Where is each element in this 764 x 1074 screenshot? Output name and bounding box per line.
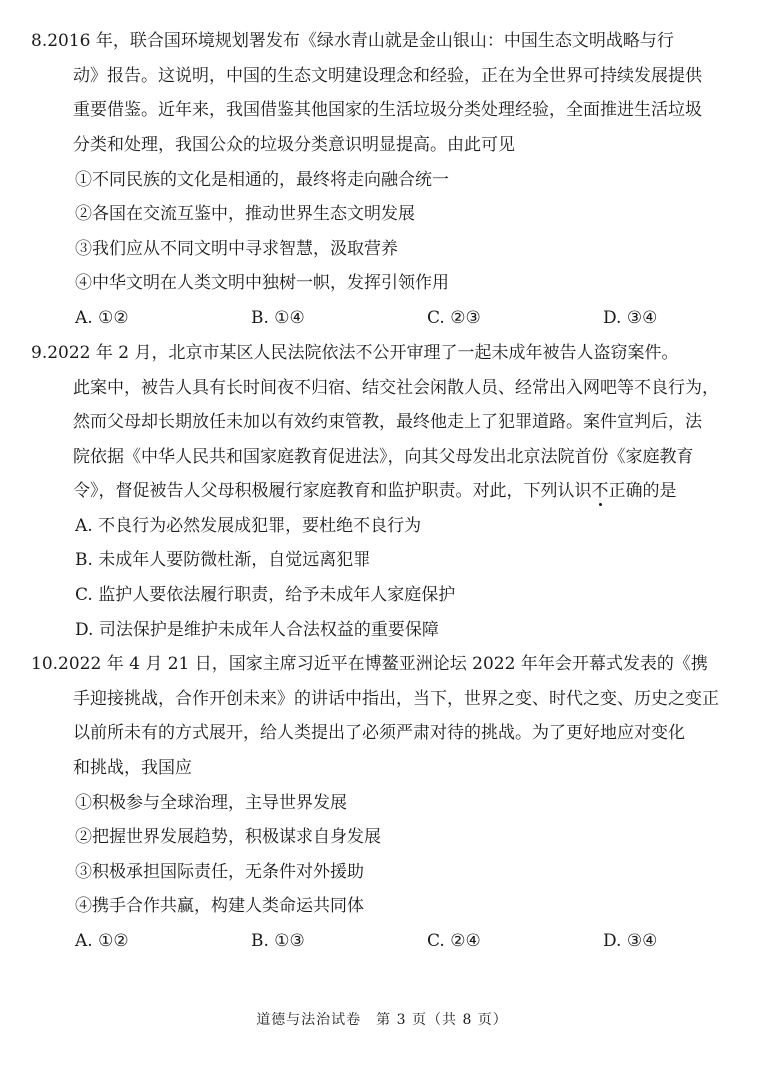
question-9-emphasized-char: 不 [591, 481, 609, 501]
question-8-statement-4: ④中华文明在人类文明中独树一帜，发挥引领作用 [75, 273, 449, 293]
question-8-line-4: 分类和处理，我国公众的垃圾分类意识明显提高。由此可见 [73, 135, 515, 155]
question-9-line-4: 院依据《中华人民共和国家庭教育促进法》，向其父母发出北京法院首份《家庭教育 [73, 447, 694, 467]
question-10-statement-4: ④携手合作共赢，构建人类命运共同体 [75, 896, 364, 916]
question-9-option-d: D. 司法保护是维护未成年人合法权益的重要保障 [75, 620, 439, 640]
question-8-statement-1: ①不同民族的文化是相通的，最终将走向融合统一 [75, 170, 449, 190]
question-8-statement-3: ③我们应从不同文明中寻求智慧，汲取营养 [75, 239, 398, 259]
question-9-line-5-text: 令》，督促被告人父母积极履行家庭教育和监护职责。对此，下列认识 [73, 481, 592, 501]
question-8-choice-d: D. ③④ [603, 308, 658, 328]
question-9-line-2: 此案中，被告人具有长时间夜不归宿、结交社会闲散人员、经常出入网吧等不良行为， [73, 378, 719, 398]
question-8-choice-c: C. ②③ [427, 308, 481, 328]
question-9-line-3: 然而父母却长期放任未加以有效约束管教，最终他走上了犯罪道路。案件宣判后，法 [73, 412, 702, 432]
question-10-choice-c: C. ②④ [427, 931, 481, 951]
question-9-line-1: 9.2022 年 2 月，北京市某区人民法院依法不公开审理了一起未成年被告人盗窃案件。 [31, 343, 679, 363]
question-8-line-2: 动》报告。这说明，中国的生态文明建设理念和经验，正在为全世界可持续发展提供 [73, 66, 702, 86]
page-footer: 道德与法治试卷 第 3 页（共 8 页） [256, 1012, 508, 1028]
question-10-choice-d: D. ③④ [603, 931, 658, 951]
question-10-statement-3: ③积极承担国际责任，无条件对外援助 [75, 862, 364, 882]
question-9-option-a: A. 不良行为必然发展成犯罪，要杜绝不良行为 [75, 516, 422, 536]
question-10-choice-b: B. ①③ [251, 931, 305, 951]
question-10-line-2: 手迎接挑战，合作开创未来》的讲话中指出，当下，世界之变、时代之变、历史之变正 [73, 689, 719, 709]
question-10-line-4: 和挑战，我国应 [73, 758, 192, 778]
question-9-line-5-tail: 正确的是 [608, 481, 677, 501]
question-10-line-3: 以前所未有的方式展开，给人类提出了必须严肃对待的挑战。为了更好地应对变化 [73, 723, 685, 743]
question-8-choice-a: A. ①② [75, 308, 129, 328]
question-9-option-b: B. 未成年人要防微杜渐，自觉远离犯罪 [75, 550, 371, 570]
question-8-statement-2: ②各国在交流互鉴中，推动世界生态文明发展 [75, 204, 415, 224]
question-10-statement-1: ①积极参与全球治理，主导世界发展 [75, 793, 347, 813]
question-8-choice-b: B. ①④ [251, 308, 305, 328]
question-8-line-3: 重要借鉴。近年来，我国借鉴其他国家的生活垃圾分类处理经验，全面推进生活垃圾 [73, 100, 702, 120]
question-10-choice-a: A. ①② [75, 931, 129, 951]
question-9-line-5 [73, 479, 677, 503]
question-9-option-c: C. 监护人要依法履行职责，给予未成年人家庭保护 [75, 585, 456, 605]
question-10-line-1: 10.2022 年 4 月 21 日，国家主席习近平在博鳌亚洲论坛 2022 年年会开幕式发表的《携 [31, 654, 708, 674]
question-10-statement-2: ②把握世界发展趋势，积极谋求自身发展 [75, 827, 381, 847]
question-8-line-1: 8.2016 年，联合国环境规划署发布《绿水青山就是金山银山：中国生态文明战略与行 [31, 31, 674, 51]
